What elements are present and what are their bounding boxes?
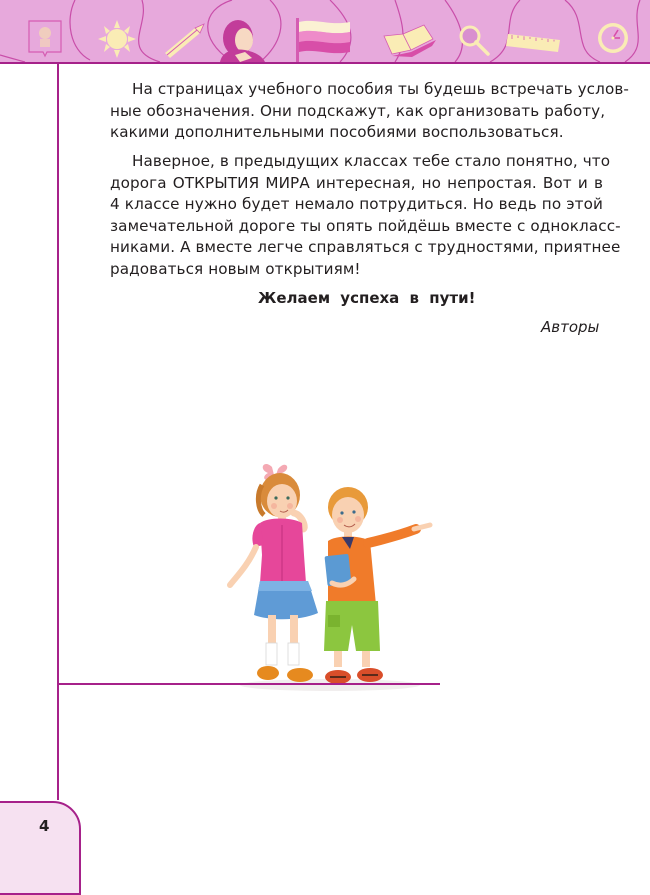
- page-number: 4: [39, 817, 50, 835]
- pencil-icon: [165, 24, 204, 58]
- text-line: дорога ОТКРЫТИЯ МИРА интересная, но непростая. Вот и в: [110, 173, 603, 192]
- open-book-icon: [384, 25, 436, 57]
- clock-icon: [598, 23, 628, 53]
- header-banner: [0, 0, 650, 64]
- intro-paragraph-1: [110, 79, 629, 144]
- authors-signature: Авторы: [541, 318, 600, 336]
- boy-figure: [324, 487, 430, 684]
- text-line: ные обозначения. Они подскажут, как организовать работу,: [110, 101, 606, 120]
- text-line: никами. А вместе легче справляться с трудностями, приятнее: [110, 238, 621, 257]
- pushkin-portrait-icon: [220, 20, 265, 62]
- header-decorations: [0, 0, 650, 62]
- text-line: Наверное, в предыдущих классах тебе стало понятно, что: [132, 152, 611, 170]
- text-line: какими дополнительными пособиями воспользоваться.: [110, 123, 564, 142]
- girl-figure: [230, 464, 318, 682]
- text-line: радоваться новым открытиям!: [110, 259, 361, 278]
- children-illustration: [220, 455, 440, 699]
- left-margin-line: [57, 64, 59, 800]
- sun-icon: [98, 20, 136, 58]
- page-number-tab: [0, 801, 81, 895]
- floor-divider-line: [57, 683, 440, 685]
- text-line: замечательной дороге ты опять пойдёшь вместе с однокласс-: [110, 216, 621, 235]
- russian-flag-icon: [296, 18, 350, 62]
- text-line: На страницах учебного пособия ты будешь встречать услов-: [132, 80, 629, 98]
- magnifier-icon: [461, 27, 488, 54]
- text-line: 4 классе нужно будет немало потрудиться. Но ведь по этой: [110, 195, 603, 214]
- russian-coat-of-arms-icon: [29, 21, 61, 56]
- wish-heading: Желаем успеха в пути!: [258, 289, 476, 307]
- intro-paragraph-2: [110, 151, 621, 281]
- ruler-icon: [506, 34, 560, 52]
